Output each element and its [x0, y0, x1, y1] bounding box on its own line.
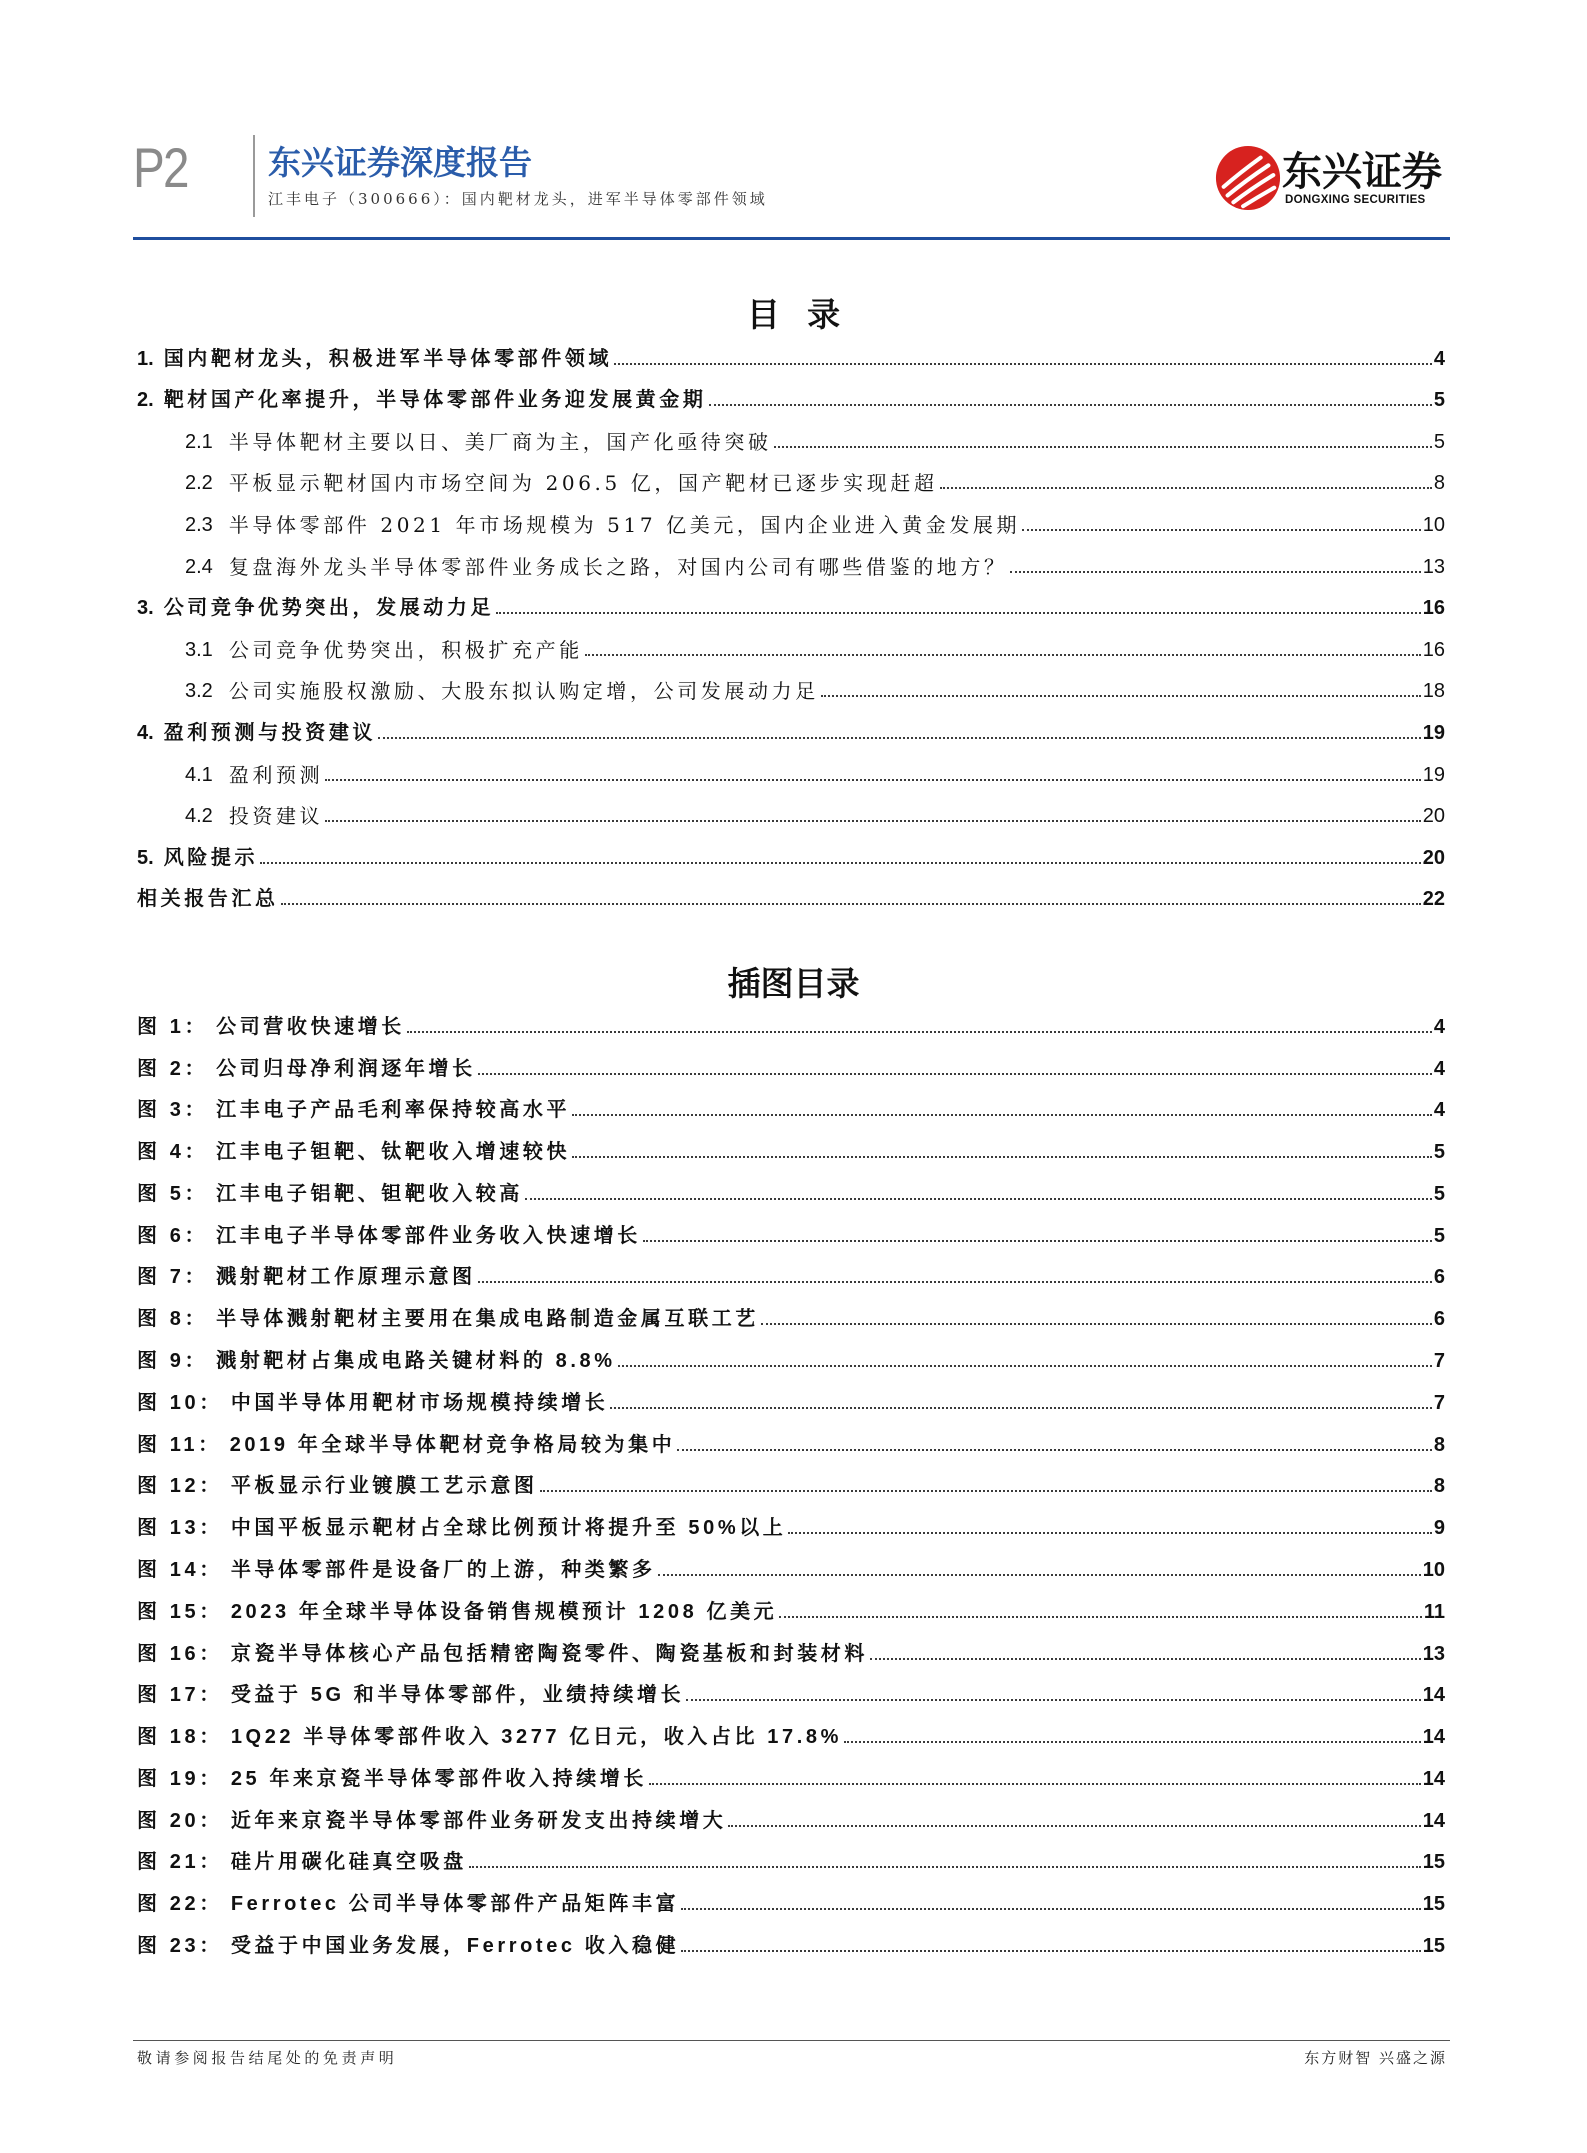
figure-page: 6 [1433, 1308, 1445, 1331]
toc-entry-title: 复盘海外龙头半导体零部件业务成长之路，对国内公司有哪些借鉴的地方？ [228, 554, 1008, 579]
figure-entry[interactable] [137, 1674, 1445, 1716]
toc-entry-page: 5 [1433, 430, 1445, 453]
figure-title: 江丰电子铝靶、钽靶收入较高 [216, 1182, 523, 1205]
figure-page: 13 [1422, 1642, 1445, 1665]
toc-entry-number: 2.3 [185, 513, 213, 536]
dot-leader [788, 1532, 1431, 1534]
dot-leader [709, 404, 1432, 406]
figure-entry[interactable] [137, 1214, 1445, 1256]
figure-entry[interactable] [137, 1506, 1445, 1548]
toc-entry-page: 16 [1422, 597, 1445, 620]
toc-entry-title: 公司竞争优势突出，积极扩充产能 [228, 637, 583, 662]
toc-entry-number: 5. [137, 846, 154, 869]
dot-leader [478, 1281, 1432, 1283]
figure-label: 图 4： [137, 1141, 209, 1164]
figure-page: 9 [1433, 1517, 1445, 1540]
toc-entry-title: 风险提示 [163, 846, 259, 869]
toc-subentry[interactable] [137, 462, 1445, 504]
figure-entry[interactable] [137, 1757, 1445, 1799]
figure-page: 15 [1422, 1851, 1445, 1874]
toc-subentry[interactable] [137, 753, 1445, 795]
header-divider [253, 135, 255, 217]
figure-page: 11 [1423, 1600, 1445, 1623]
figure-list-title: 插图目录 [727, 965, 860, 1002]
figure-label: 图 2： [137, 1057, 209, 1080]
figure-title: 近年来京瓷半导体零部件业务研发支出持续增大 [230, 1809, 727, 1832]
figure-title: 江丰电子钽靶、钛靶收入增速较快 [216, 1141, 571, 1164]
figure-title: 公司归母净利润逐年增长 [216, 1057, 476, 1080]
figure-label: 图 10： [137, 1391, 223, 1414]
dot-leader [821, 695, 1421, 697]
figure-label: 图 9： [137, 1350, 209, 1373]
figure-label: 图 13： [137, 1517, 223, 1540]
toc-entry-number: 4. [137, 721, 154, 744]
dot-leader [572, 1114, 1432, 1116]
dot-leader [940, 487, 1432, 489]
toc-entry-number: 4.2 [185, 805, 213, 828]
figure-page: 15 [1422, 1934, 1445, 1957]
dot-leader [325, 820, 1421, 822]
figure-label: 图 11： [137, 1433, 222, 1456]
footer-disclaimer-note: 敬请参阅报告结尾处的免责声明 [137, 2049, 398, 2067]
figure-label: 图 12： [137, 1475, 223, 1498]
dot-leader [686, 1699, 1421, 1701]
toc-entry-page: 20 [1422, 805, 1445, 828]
toc-entry-number: 2.1 [185, 430, 213, 453]
figure-label: 图 17： [137, 1684, 223, 1707]
footer-slogan: 东方财智 兴盛之源 [1304, 2049, 1447, 2067]
figure-page: 8 [1433, 1433, 1445, 1456]
figure-label: 图 16： [137, 1642, 223, 1665]
figure-title: 溅射靶材工作原理示意图 [216, 1266, 476, 1289]
dot-leader [618, 1365, 1432, 1367]
toc-entry-page: 18 [1422, 680, 1445, 703]
figure-entry[interactable] [137, 1882, 1445, 1924]
toc-list [137, 337, 1445, 919]
toc-entry-page: 8 [1433, 472, 1445, 495]
figure-label: 图 21： [137, 1851, 223, 1874]
figure-title: 半导体溅射靶材主要用在集成电路制造金属互联工艺 [216, 1308, 759, 1331]
toc-entry-title: 相关报告汇总 [137, 888, 279, 911]
toc-entry-title: 平板显示靶材国内市场空间为 206.5 亿，国产靶材已逐步实现赶超 [228, 471, 938, 496]
dot-leader [496, 612, 1421, 614]
footer-rule [133, 2040, 1450, 2041]
dot-leader [1010, 571, 1421, 573]
figure-title: 硅片用碳化硅真空吸盘 [230, 1851, 467, 1874]
figure-page: 6 [1433, 1266, 1445, 1289]
figure-entry[interactable] [137, 1089, 1445, 1131]
figure-page: 4 [1433, 1057, 1445, 1080]
toc-entry-title: 靶材国产化率提升，半导体零部件业务迎发展黄金期 [163, 389, 707, 412]
figure-title: 1Q22 半导体零部件收入 3277 亿日元，收入占比 17.8% [230, 1726, 842, 1749]
toc-subentry[interactable] [137, 420, 1445, 462]
figure-page: 5 [1433, 1224, 1445, 1247]
toc-entry-title: 投资建议 [228, 804, 324, 829]
dot-leader [870, 1658, 1421, 1660]
toc-entry-page: 10 [1422, 513, 1445, 536]
figure-title: 江丰电子产品毛利率保持较高水平 [216, 1099, 571, 1122]
dot-leader [681, 1908, 1421, 1910]
figure-title: 中国平板显示靶材占全球比例预计将提升至 50%以上 [230, 1517, 787, 1540]
figure-title: 溅射靶材占集成电路关键材料的 8.8% [216, 1350, 616, 1373]
figure-page: 14 [1422, 1767, 1445, 1790]
figure-page: 14 [1422, 1726, 1445, 1749]
toc-entry-number: 2.4 [185, 555, 213, 578]
toc-entry-page: 13 [1422, 555, 1445, 578]
figure-entry[interactable] [137, 1423, 1445, 1465]
dot-leader [478, 1073, 1432, 1075]
figure-entry[interactable] [137, 1465, 1445, 1507]
dot-leader [779, 1616, 1422, 1618]
figure-label: 图 1： [137, 1015, 209, 1038]
figure-page: 14 [1422, 1684, 1445, 1707]
toc-entry[interactable] [137, 379, 1445, 421]
dot-leader [540, 1490, 1432, 1492]
figure-entry[interactable] [137, 1841, 1445, 1883]
dot-leader [325, 779, 1421, 781]
toc-entry-title: 公司实施股权激励、大股东拟认购定增，公司发展动力足 [228, 679, 819, 704]
dot-leader [260, 862, 1421, 864]
figure-page: 8 [1433, 1475, 1445, 1498]
figure-entry[interactable] [137, 1799, 1445, 1841]
page-label: P2 [133, 136, 188, 199]
figure-label: 图 3： [137, 1099, 209, 1122]
dot-leader [585, 654, 1421, 656]
figure-list [137, 1005, 1445, 1966]
toc-entry-number: 3.1 [185, 638, 213, 661]
toc-subentry[interactable] [137, 795, 1445, 837]
figure-entry[interactable] [137, 1172, 1445, 1214]
dot-leader [469, 1866, 1421, 1868]
toc-entry-page: 22 [1422, 888, 1445, 911]
figure-label: 图 14： [137, 1558, 223, 1581]
toc-entry[interactable] [137, 711, 1445, 753]
dot-leader [614, 363, 1432, 365]
figure-entry[interactable] [137, 1381, 1445, 1423]
figure-page: 14 [1422, 1809, 1445, 1832]
figure-label: 图 22： [137, 1893, 223, 1916]
dot-leader [728, 1825, 1420, 1827]
toc-title: 目 录 [746, 296, 850, 333]
header-rule [133, 237, 1450, 240]
figure-label: 图 7： [137, 1266, 209, 1289]
toc-entry[interactable] [137, 878, 1445, 920]
toc-entry-title: 国内靶材龙头，积极进军半导体零部件领域 [163, 347, 613, 370]
figure-label: 图 5： [137, 1182, 209, 1205]
toc-entry-number: 3.2 [185, 680, 213, 703]
figure-entry[interactable] [137, 1715, 1445, 1757]
toc-entry-title: 半导体靶材主要以日、美厂商为主，国产化亟待突破 [228, 429, 772, 454]
figure-label: 图 6： [137, 1224, 209, 1247]
figure-entry[interactable] [137, 1924, 1445, 1966]
dot-leader [761, 1323, 1432, 1325]
dot-leader [681, 1950, 1421, 1952]
dot-leader [643, 1240, 1432, 1242]
dot-leader [658, 1574, 1421, 1576]
toc-entry-page: 5 [1433, 389, 1445, 412]
toc-entry-page: 20 [1422, 846, 1445, 869]
toc-subentry[interactable] [137, 670, 1445, 712]
logo-wordmark-cn: 东兴证券 [1282, 150, 1442, 194]
figure-page: 15 [1422, 1893, 1445, 1916]
figure-entry[interactable] [137, 1632, 1445, 1674]
figure-entry[interactable] [137, 1047, 1445, 1089]
figure-title: 受益于中国业务发展，Ferrotec 收入稳健 [230, 1934, 680, 1957]
toc-subentry[interactable] [137, 545, 1445, 587]
toc-subentry[interactable] [137, 628, 1445, 670]
figure-title: 受益于 5G 和半导体零部件，业绩持续增长 [230, 1684, 685, 1707]
figure-label: 图 19： [137, 1767, 223, 1790]
toc-entry-page: 4 [1433, 347, 1445, 370]
toc-entry-number: 2.2 [185, 472, 213, 495]
toc-entry-page: 19 [1422, 763, 1445, 786]
dot-leader [378, 737, 1421, 739]
report-type-title: 东兴证券深度报告 [268, 144, 532, 181]
figure-title: 中国半导体用靶材市场规模持续增长 [230, 1391, 609, 1414]
figure-page: 4 [1433, 1015, 1445, 1038]
toc-entry-page: 19 [1422, 721, 1445, 744]
figure-title: 25 年来京瓷半导体零部件收入持续增长 [230, 1767, 648, 1790]
figure-title: 平板显示行业镀膜工艺示意图 [230, 1475, 538, 1498]
figure-label: 图 15： [137, 1600, 223, 1623]
dot-leader [844, 1741, 1421, 1743]
toc-entry-number: 3. [137, 597, 154, 620]
dot-leader [677, 1449, 1432, 1451]
dongxing-logo-icon [1214, 144, 1282, 212]
figure-entry[interactable] [137, 1256, 1445, 1298]
dot-leader [281, 903, 1421, 905]
dot-leader [1022, 529, 1421, 531]
toc-entry-title: 公司竞争优势突出，发展动力足 [163, 597, 495, 620]
logo-wordmark-en: DONGXING SECURITIES [1285, 194, 1426, 206]
toc-entry-page: 16 [1422, 638, 1445, 661]
dot-leader [610, 1407, 1431, 1409]
figure-title: 2023 年全球半导体设备销售规模预计 1208 亿美元 [230, 1600, 778, 1623]
toc-entry[interactable] [137, 836, 1445, 878]
figure-label: 图 20： [137, 1809, 223, 1832]
figure-page: 7 [1433, 1391, 1445, 1414]
dot-leader [774, 446, 1432, 448]
dot-leader [572, 1156, 1432, 1158]
toc-entry-number: 4.1 [185, 763, 213, 786]
figure-entry[interactable] [137, 1005, 1445, 1047]
dot-leader [525, 1198, 1432, 1200]
figure-label: 图 18： [137, 1726, 223, 1749]
toc-entry-title: 半导体零部件 2021 年市场规模为 517 亿美元，国内企业进入黄金发展期 [228, 512, 1021, 537]
figure-page: 10 [1422, 1558, 1445, 1581]
figure-page: 7 [1433, 1350, 1445, 1373]
dot-leader [649, 1783, 1421, 1785]
figure-page: 5 [1433, 1141, 1445, 1164]
figure-title: 2019 年全球半导体靶材竞争格局较为集中 [229, 1433, 676, 1456]
figure-title: 半导体零部件是设备厂的上游，种类繁多 [230, 1558, 656, 1581]
figure-label: 图 8： [137, 1308, 209, 1331]
toc-entry[interactable] [137, 587, 1445, 629]
toc-entry-title: 盈利预测 [228, 762, 324, 787]
toc-entry-number: 2. [137, 389, 154, 412]
figure-entry[interactable] [137, 1130, 1445, 1172]
figure-entry[interactable] [137, 1297, 1445, 1339]
toc-subentry[interactable] [137, 503, 1445, 545]
figure-title: 公司营收快速增长 [216, 1015, 405, 1038]
figure-entry[interactable] [137, 1339, 1445, 1381]
report-subtitle: 江丰电子（300666）：国内靶材龙头，进军半导体零部件领域 [268, 190, 768, 208]
figure-entry[interactable] [137, 1548, 1445, 1590]
toc-entry-number: 1. [137, 347, 154, 370]
dot-leader [407, 1031, 1432, 1033]
figure-title: 京瓷半导体核心产品包括精密陶瓷零件、陶瓷基板和封装材料 [230, 1642, 869, 1665]
figure-title: Ferrotec 公司半导体零部件产品矩阵丰富 [230, 1893, 680, 1916]
toc-entry[interactable] [137, 337, 1445, 379]
toc-entry-title: 盈利预测与投资建议 [163, 721, 377, 744]
figure-label: 图 23： [137, 1934, 223, 1957]
figure-title: 江丰电子半导体零部件业务收入快速增长 [216, 1224, 641, 1247]
figure-page: 4 [1433, 1099, 1445, 1122]
figure-page: 5 [1433, 1182, 1445, 1205]
figure-entry[interactable] [137, 1590, 1445, 1632]
